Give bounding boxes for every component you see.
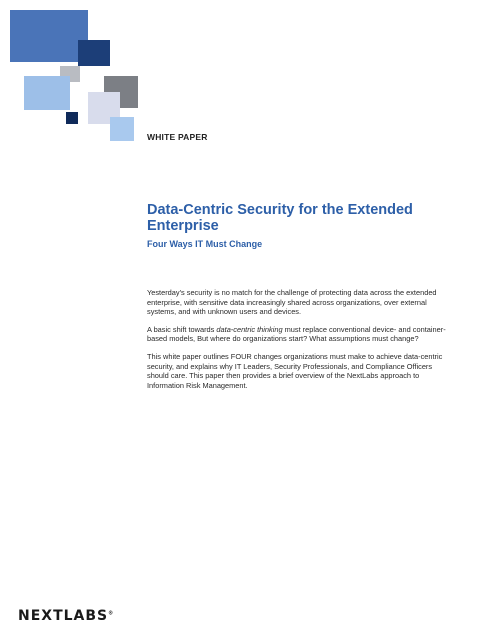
emphasis-data-centric-thinking: data-centric thinking [216,324,283,334]
document-type-label: WHITE PAPER [147,132,208,142]
nextlabs-logo [18,608,113,624]
logo-wordmark: NEXTLABS [18,608,109,624]
body-paragraph-2-end: must replace conventional device- and container-based models, But where do organizations start? What assumptions must change? [147,324,446,344]
body-paragraph-2 [147,325,447,344]
body-paragraph-2-start: A basic shift towards [147,324,217,334]
mosaic-square [10,10,88,62]
mosaic-square [24,76,70,110]
mosaic-square [66,112,78,124]
body-paragraph-1: Yesterday's security is no match for the challenge of protecting data across the extended enterprise, with sensitive data increasingly shared across organizations, over external systems, and with unknown users and devices. [147,288,437,317]
document-title: Data-Centric Security for the Extended Enterprise [147,202,413,234]
decorative-square-mosaic [0,0,160,150]
document-subtitle: Four Ways IT Must Change [147,239,263,249]
mosaic-square [110,117,134,141]
body-paragraph-3: This white paper outlines FOUR changes organizations must make to achieve data-centric security, and explains why IT Leaders, Security Professionals, and Compliance Officers should care. This paper then provides a brief overview of the NextLabs approach to Information Risk Management. [147,351,443,390]
registered-trademark-mark: ® [108,610,114,617]
mosaic-square [78,40,110,66]
document-body [147,288,447,398]
